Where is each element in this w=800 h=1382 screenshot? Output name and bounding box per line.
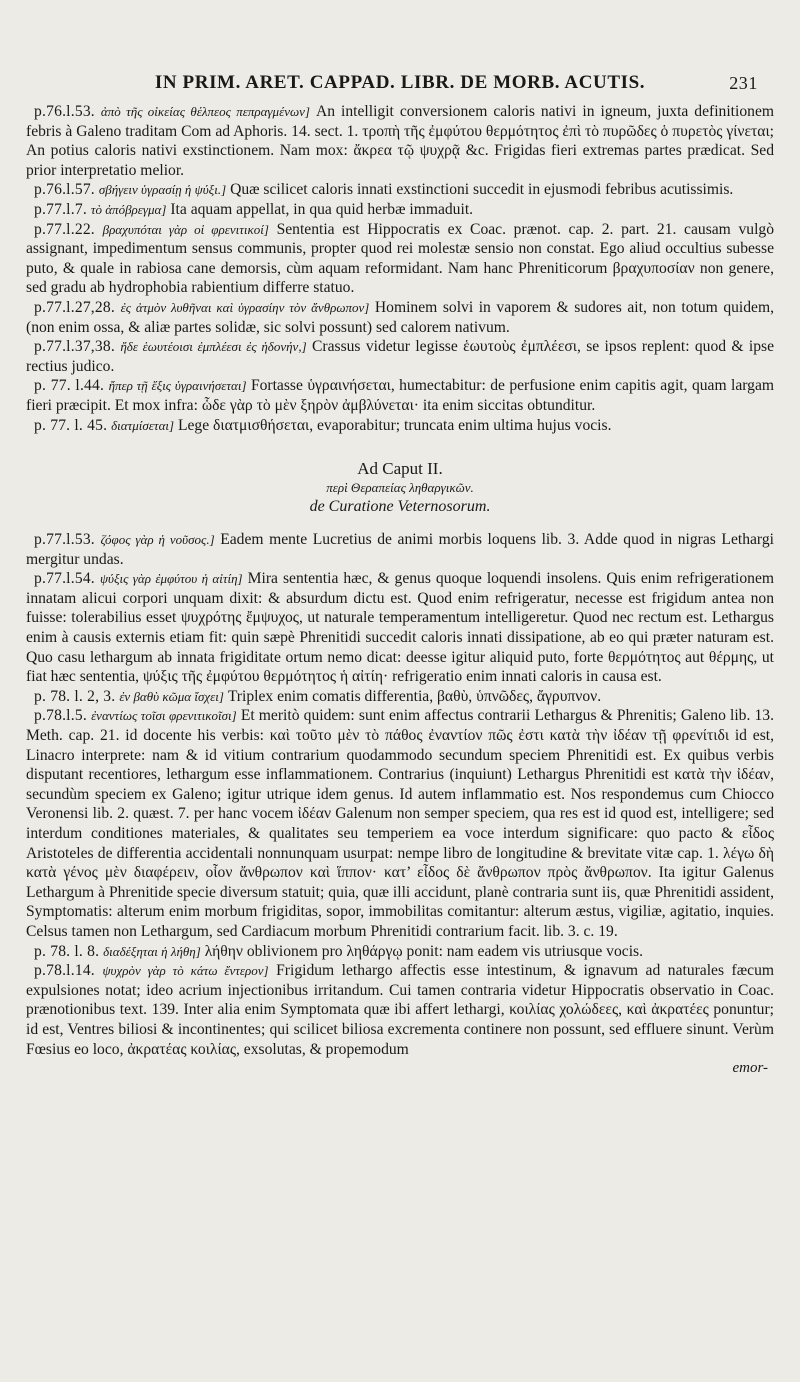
note-text: Mira sententia hæc, & genus quoque loquendi insolens. Quis enim refrigerationem innatam alicui corpori unquam dixit: & absurdum dictu est. Quod enim refrigeratur, necesse est frigidum antea non fuisse: tolerabilius esset ψυχρότης ἔμψυχος, ut naturale temperamentum intelligeretur. Quod nec rectum est. Lethargus enim à causis externis etiam fit: quin sæpè Phrenitidi succedit caloris innati dissipatione, ab eo qui præter naturam est. Quo casu lethargum ab innata frigiditate ortum nemo dicat: deesse igitur aliquid puto, forte θερμότητος aut θέρμης, ut fiat hæc sententia, ψύξις τῆς ἐμφύτου θερμότητος ἡ αἰτίη· refrigeratio enim innati caloris in causa est. bbox=[26, 570, 775, 686]
annotation-note bbox=[26, 687, 774, 707]
annotation-note bbox=[26, 961, 774, 1059]
annotation-note bbox=[26, 942, 774, 962]
note-reference: p. 77. l. 45. bbox=[34, 416, 108, 434]
note-lemma: ψυχρὸν γὰρ τὸ κάτω ἔντερον] bbox=[102, 963, 269, 979]
note-lemma: ἤπερ τῇ ἕξις ὑγραινήσεται] bbox=[108, 378, 247, 394]
note-lemma: διατμίσεται] bbox=[111, 417, 175, 433]
annotation-note bbox=[26, 298, 774, 337]
note-lemma: τὸ ἀπόβρεγμα] bbox=[90, 201, 167, 217]
annotation-note bbox=[26, 180, 774, 200]
note-lemma: ζόφος γὰρ ἡ νοῦσος.] bbox=[100, 532, 215, 548]
note-lemma: ψύξις γὰρ ἐμφύτου ἡ αἰτίη] bbox=[99, 571, 243, 587]
note-lemma: ἐναντίως τοῖσι φρενιτικοῖσι] bbox=[91, 708, 237, 724]
annotation-note bbox=[26, 337, 774, 376]
note-reference: p.78.l.5. bbox=[34, 707, 87, 725]
note-lemma: ἀπὸ τῆς οἰκείας θέλπεος πεπραγμένων] bbox=[100, 104, 310, 119]
note-text: Sententia est Hippocratis ex Coac. prænot. cap. 2. part. 21. causam vulgò assignant, impedimentum sensus communis, propter quod rei molestæ sensio non constat. Ego aliud occultius subesse puto, & quale in rabiosa cane demorsis, cùm aquam reformidant. Nam hanc Phreniticorum βραχυποσίαν non genere, sed gradu ab hydrophobia rabientium differre statuo. bbox=[26, 220, 774, 297]
page-number: 231 bbox=[729, 73, 758, 93]
note-lemma: ἤδε ἑωυτέοισι ἐμπλέεσι ἐς ἡδονήν,] bbox=[120, 339, 307, 355]
note-lemma: διαδέξηται ἡ λήθη] bbox=[103, 943, 201, 959]
notes-after-section bbox=[26, 530, 774, 1059]
catchword: emor- bbox=[732, 1060, 768, 1077]
note-text: Crassus videtur legisse ἑωυτοὺς ἐμπλέεσι, se ipsos replent: quod & ipse rectius judico. bbox=[26, 338, 774, 375]
note-text: An intelligit conversionem caloris nativi in igneum, juxta definitionem febris à Galeno traditam Com ad Aphoris. 14. sect. 1. τροπὴ τῆς ἐμφύτου θερμότητος ἐπὶ τὸ πυρῶδες ὁ πυρετὸς γίνεται; An potius caloris nativi exstinctionem. Nam mox: ἄκρεα τῷ ψυχρᾷ &c. Frigidas fieri extremas partes prædicat. Sed prior interpretatio melior. bbox=[26, 103, 774, 179]
note-reference: p.77.l.7. bbox=[34, 200, 87, 218]
running-head bbox=[26, 70, 774, 96]
annotation-note bbox=[26, 530, 774, 569]
section-heading bbox=[26, 459, 774, 516]
note-reference: p.77.l.22. bbox=[34, 220, 95, 238]
note-lemma: σβήγειν ὑγρασίῃ ἡ ψύξι.] bbox=[98, 182, 227, 198]
annotation-note bbox=[26, 102, 774, 180]
note-text: Hominem solvi in vaporem & sudores ait, non totum quidem, (non enim ossa, & aliæ partes solidæ, sic solvi possunt) sed calorem nativum. bbox=[26, 298, 774, 336]
section-title: Ad Caput II. bbox=[357, 459, 443, 479]
note-reference: p.78.l.14. bbox=[34, 962, 95, 980]
note-reference: p.77.l.27,28. bbox=[34, 298, 116, 316]
note-reference: p.77.l.37,38. bbox=[34, 338, 116, 356]
note-text: Lege διατμισθήσεται, evaporabitur; truncata enim ultima hujus vocis. bbox=[177, 416, 612, 434]
note-reference: p.77.l.53. bbox=[34, 531, 95, 549]
annotation-note bbox=[26, 200, 774, 220]
note-text: Frigidum lethargo affectis esse intestinum, & ignavum ad naturales fæcum expulsiones notat; ideo acrium injectionibus irritandum. Cui tamen contraria videtur Hippocratis observatio in Coac. prænotionibus text. 139. Inter alia enim Symptomata quæ ibi affert lethargi, κοιλίας χολώδεες, καὶ ἀκρατέες ponuntur; id est, Ventres biliosi & incontinentes; qui scilicet biliosa excrementa continere non possunt, sed effluere sinunt. Verùm Fœsius eo loco, ἀκρατέας κοιλίας, exsolutas, & propemodum bbox=[26, 962, 774, 1058]
annotation-note bbox=[26, 416, 774, 436]
note-text: λήθην oblivionem pro ληθάργῳ ponit: nam eadem vis utriusque vocis. bbox=[204, 942, 643, 960]
notes-before-section bbox=[26, 102, 774, 435]
note-reference: p.76.l.57. bbox=[34, 181, 95, 199]
note-text: Fortasse ὑγραινήσεται, humectabitur: de perfusione enim capitis agit, quam largam fieri præcipit. Et mox infra: ὧδε γὰρ τὸ μὲν ξηρὸν ἀμβλύνεται· ita enim siccitas obtunditur. bbox=[26, 377, 775, 414]
notes-body bbox=[26, 102, 774, 1079]
note-reference: p.77.l.54. bbox=[34, 570, 95, 588]
note-lemma: ἐς ἀτμὸν λυθῆναι καὶ ὑγρασίην τὸν ἄνθρωπον] bbox=[120, 299, 370, 315]
annotation-note bbox=[26, 220, 774, 298]
note-lemma: βραχυπόται γὰρ οἱ φρενιτικοί] bbox=[102, 221, 269, 237]
note-reference: p. 78. l. 2, 3. bbox=[34, 687, 116, 705]
section-latin-title: de Curatione Veternosorum. bbox=[309, 498, 491, 516]
note-text: Et meritò quidem: sunt enim affectus contrarii Lethargus & Phrenitis; Galeno lib. 13. Meth. cap. 21. id docente his verbis: καὶ τοῦτο μὲν τὸ πάθος ἐναντίον πῶς ἐστι κατὰ τὴν ἰδέαν τῇ φρενίτιδι id est, Linacro interprete: nam & id vitium contrarium quodammodo secundum speciem Phrenitidi est. Ex quibus verbis disputant recentiores, lethargum esse inflammationem. Contrarius (inquiunt) Lethargus Phrenitidi est κατὰ τὴν ἰδέαν, secundùm speciem ex Galeno; igitur utrique idem genus. Id autem inflammatio est. Nos respondemus cum Chiocco Veronensi lib. 2. quæst. 7. per hanc vocem ἰδέαν Galenum non semper speciem, qua res est id quod est, intelligere; sed interdum conditiones materiales, & qualitates seu temperiem ea voce interdum significare: quo pacto & εἶδος Aristoteles de differentia accidentali nonnunquam usurpat: nempe libro de longitudine & brevitate vitæ cap. 1. λέγω δὴ κατὰ γένος μὲν διαφέρειν, οἷον ἄνθρωπον καὶ ἵππον· κατ’ εἶδος δὲ ἄνθρωπον πρὸς ἄνθρωπον. Ita igitur Galenus Lethargum à Phrenitide specie diversum statuit; quia, quæ illi accidunt, planè contraria sunt iis, quæ Phrenitidi assident, Symptomatis: alterum enim morbum frigiditas, sopor, immobilitas comitantur: alterum æstus, vigiliæ, agitatio, inquies. Celsus tamen non Lethargum, sed Cardiacum morbum Phrenitidi contrarium facit. lib. 3. c. 19. bbox=[26, 707, 774, 940]
note-reference: p.76.l.53. bbox=[34, 103, 95, 120]
note-text: Ita aquam appellat, in qua quid herbæ immaduit. bbox=[170, 200, 474, 218]
note-reference: p. 77. l.44. bbox=[34, 377, 105, 395]
note-reference: p. 78. l. 8. bbox=[34, 942, 100, 960]
note-lemma: ἐν βαθὺ κῶμα ἴσχει] bbox=[119, 688, 224, 704]
note-text: Eadem mente Lucretius de animi morbis loquens lib. 3. Adde quod in nigras Lethargi mergitur undas. bbox=[26, 531, 774, 568]
note-text: Quæ scilicet caloris innati exstinctioni succedit in ejusmodi febribus acutissimis. bbox=[230, 181, 734, 199]
note-text: Triplex enim comatis differentia, βαθὺ, ὑπνῶδες, ἄγρυπνον. bbox=[227, 687, 602, 705]
annotation-note bbox=[26, 706, 774, 941]
annotation-note bbox=[26, 376, 774, 415]
section-greek-title: περὶ Θεραπείας ληθαργικῶν. bbox=[326, 480, 474, 496]
running-head-title: IN PRIM. ARET. CAPPAD. LIBR. DE MORB. ACUTIS. bbox=[154, 72, 646, 93]
annotation-note bbox=[26, 569, 774, 687]
